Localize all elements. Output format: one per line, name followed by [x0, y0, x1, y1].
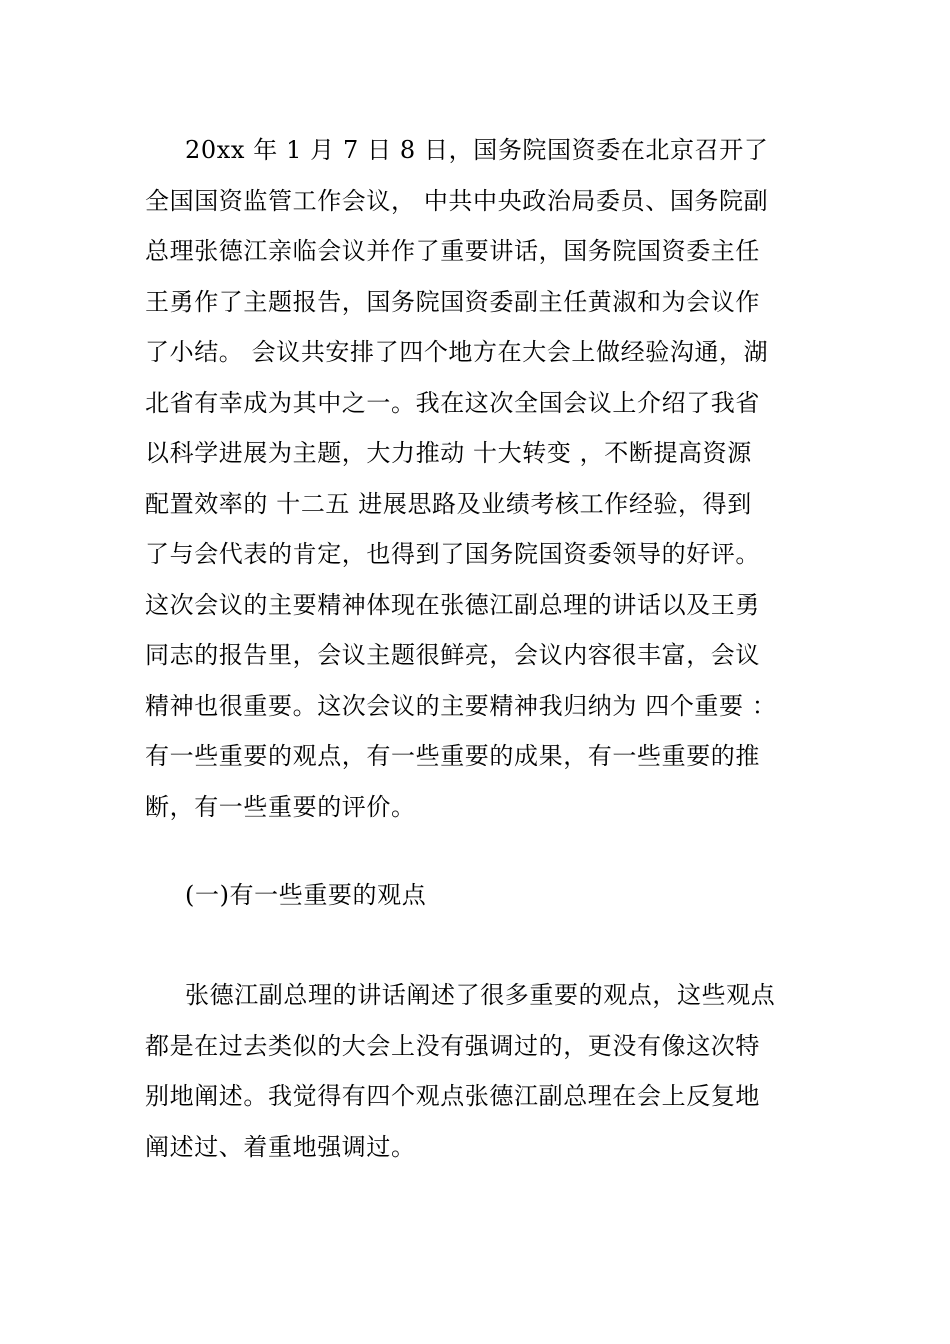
- paragraph-line: 20xx 年 1 月 7 日 8 日，国务院国资委在北京召开了: [185, 136, 769, 164]
- paragraph-line: 了与会代表的肯定，也得到了国务院国资委领导的好评。: [145, 540, 760, 568]
- paragraph-line: 以科学进展为主题，大力推动 十大转变 ，不断提高资源: [145, 439, 752, 467]
- paragraph-intro: [145, 125, 825, 832]
- paragraph-line: 了小结。 会议共安排了四个地方在大会上做经验沟通，湖: [145, 338, 769, 366]
- paragraph-line: 总理张德江亲临会议并作了重要讲话，国务院国资委主任: [145, 237, 760, 265]
- paragraph-line: 同志的报告里，会议主题很鲜亮，会议内容很丰富，会议: [145, 641, 760, 669]
- section-heading-text: (一)有一些重要的观点: [185, 881, 427, 909]
- section-heading: [145, 870, 825, 921]
- paragraph-viewpoints: [145, 970, 825, 1172]
- paragraph-line: 配置效率的 十二五 进展思路及业绩考核工作经验，得到: [145, 489, 752, 518]
- paragraph-line: 有一些重要的观点，有一些重要的成果，有一些重要的推: [145, 742, 760, 770]
- paragraph-line: 这次会议的主要精神体现在张德江副总理的讲话以及王勇: [145, 590, 760, 619]
- paragraph-line: 北省有幸成为其中之一。我在这次全国会议上介绍了我省: [145, 388, 760, 417]
- paragraph-line: 精神也很重要。这次会议的主要精神我归纳为 四个重要 ：: [145, 691, 777, 720]
- paragraph-line: 全国国资监管工作会议， 中共中央政治局委员、国务院副: [145, 186, 769, 215]
- paragraph-line: 王勇作了主题报告，国务院国资委副主任黄淑和为会议作: [145, 287, 760, 316]
- paragraph-line: 阐述过、着重地强调过。: [145, 1132, 416, 1161]
- paragraph-line: 别地阐述。我觉得有四个观点张德江副总理在会上反复地: [145, 1082, 760, 1110]
- paragraph-line: 都是在过去类似的大会上没有强调过的，更没有像这次特: [145, 1031, 760, 1060]
- paragraph-line: 断，有一些重要的评价。: [145, 792, 416, 821]
- paragraph-line: 张德江副总理的讲话阐述了很多重要的观点，这些观点: [185, 981, 776, 1009]
